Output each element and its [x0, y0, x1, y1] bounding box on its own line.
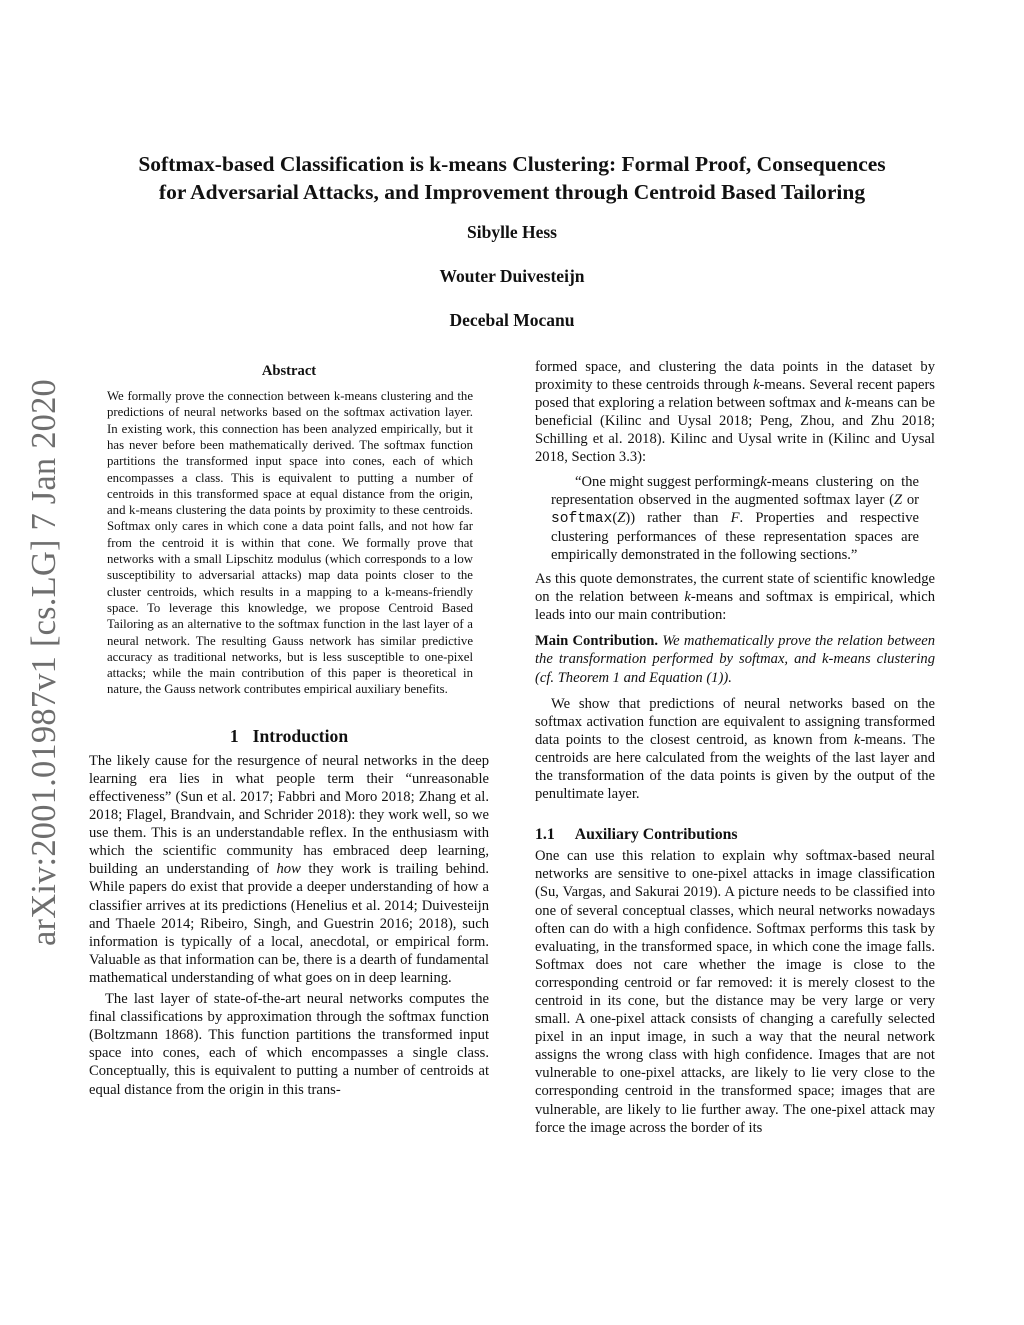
- intro-paragraph-2: The last layer of state-of-the-art neural networks computes the final classifications by approximation through the softmax function (Boltzmann 1868). This function partitions the transformed input space into cones, each of which encompasses a single class. Conceptually, this is equivalent to putting a number of centroids at equal distance from the origin in this trans-: [89, 991, 489, 1098]
- intro-continuation-paragraph: formed space, and clustering the data points in the dataset by proximity to these centroids through k-means. Several recent papers posed that exploring a relation between softmax and k-means can be beneficial (Kilinc and Uysal 2018; Peng, Zhou, and Zhu 2018; Schilling et al. 2018). Kilinc and Uysal write in (Kilinc and Uysal 2018, Section 3.3):: [535, 359, 935, 466]
- abstract-heading: Abstract: [261, 363, 317, 379]
- subsection-title: Auxiliary Contributions: [574, 826, 738, 844]
- left-column: [89, 358, 489, 1099]
- paper-title: [70, 150, 954, 206]
- block-quote: “One might suggest performingk-means clustering on the representation observed in the augmented softmax layer (Z or softmax(Z)) rather than F. Properties and respective clustering performances of these representation spaces are empirically demonstrated in the following sections.”: [551, 473, 919, 563]
- quote-follow-paragraph: As this quote demonstrates, the current state of scientific knowledge on the relation between k-means and softmax is empirical, which leads into our main contribution:: [535, 571, 935, 624]
- author-1: Sibylle Hess: [467, 222, 557, 242]
- main-contribution: Main Contribution. We mathematically prove the relation between the transformation performed by softmax, and k-means clustering (cf. Theorem 1 and Equation (1)).: [535, 633, 935, 686]
- subsection-heading-auxiliary: [535, 826, 935, 844]
- title-line-1: Softmax-based Classification is k-means Clustering: Formal Proof, Consequences: [138, 152, 886, 176]
- arxiv-identifier: arXiv:2001.01987v1 [cs.LG] 7 Jan 2020: [24, 379, 63, 946]
- author-2: Wouter Duivesteijn: [439, 266, 585, 286]
- right-column: [535, 358, 935, 1137]
- author-3: Decebal Mocanu: [449, 310, 575, 330]
- auxiliary-paragraph: One can use this relation to explain why softmax-based neural networks are sensitive to one-pixel attacks in image classification (Su, Vargas, and Sakurai 2019). A picture needs to be classified into one of several conceptual classes, which neural networks nowadays often can do with a high confidence. Softmax performs this task by evaluating, in the transformed space, in which cone the image falls. Softmax does not care whether the image is close to the corresponding centroid or far removed: it is merely closest to the centroid in its cone, but the distance may be very large or very small. A one-pixel attack consists of changing a carefully selected pixel in an input image, in such a way that the neural network assigns the wrong class with high confidence. Images that are not vulnerable to one-pixel attacks, are likely to lie very close to the corresponding centroid in the transformed space; images that are vulnerable, are likely to lie further away. The one-pixel attack may force the image across the border of its: [535, 848, 935, 1136]
- title-line-2: for Adversarial Attacks, and Improvement through Centroid Based Tailoring: [158, 180, 866, 204]
- subsection-number: 1.1: [535, 826, 555, 844]
- section-title: Introduction: [252, 725, 349, 746]
- section-heading-introduction: [89, 727, 489, 745]
- abstract-text: We formally prove the connection between k-means clustering and the predictions of neural networks based on the softmax activation layer. In existing work, this connection has been analyzed empirically, but it has never before been mathematically derived. The softmax function partitions the transformed input space into cones, each of which encompasses a class. This is equivalent to putting a number of centroids in this transformed space at equal distance from the origin, and k-means clustering the data points by proximity to these centroids. Softmax only cares in which cone a data point falls, and not how far from the centroid it is within that cone. We formally prove that networks with a small Lipschitz modulus (which corresponds to a low susceptibility to adversarial attacks) map data points closer to the cluster centroids, which results in a mapping to a k-means-friendly space. To leverage this knowledge, we propose Centroid Based Tailoring as an alternative to the softmax function in the last layer of a neural network. The resulting Gauss network has similar predictive accuracy as traditional networks, but is less susceptible to one-pixel attacks; while the main contribution of this paper is theoretical in nature, the Gauss network contributes empirical auxiliary benefits.: [107, 389, 473, 697]
- section-number: 1: [229, 725, 239, 746]
- show-paragraph: We show that predictions of neural networks based on the softmax activation function are equivalent to assigning transformed data points to the closest centroid, as known from k-means. The centroids are here calculated from the weights of the last layer and the transformation of the data points is given by the output of the penultimate layer.: [535, 695, 935, 803]
- arxiv-sidebar: [20, 0, 68, 1325]
- emphasis-how: how: [276, 861, 301, 878]
- intro-paragraph-1: The likely cause for the resurgence of neural networks in the deep learning era lies in what people term their “unreasonable effectiveness” (Sun et al. 2017; Fabbri and Moro 2018; Zhang et al. 2018; Flagel, Brandvain, and Schrider 2018): they work well, so we use them. This is an understandable reflex. In the enthusiasm with which the scientific community has embraced deep learning, building an understanding of how they work is trailing behind. While papers do exist that provide a deeper understanding of how a classifier arrives at its predictions (Henelius et al. 2014; Duivesteijn and Thaele 2014; Ribeiro, Singh, and Guestrin 2016; 2018), such information is typically of a local, anecdotal, or empirical form. Valuable as that information can be, there is a dearth of fundamental mathematical understanding of what goes on in deep learning.: [89, 752, 489, 986]
- main-contribution-label: Main Contribution.: [535, 633, 659, 650]
